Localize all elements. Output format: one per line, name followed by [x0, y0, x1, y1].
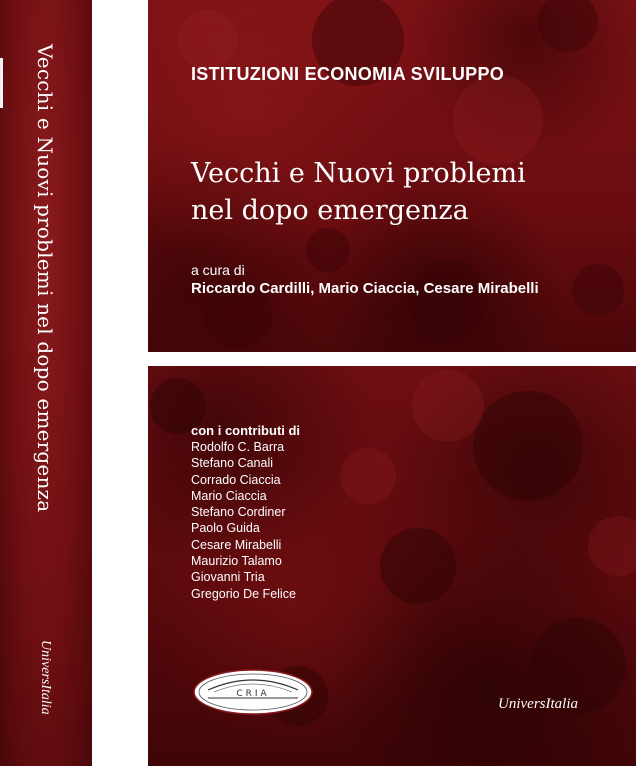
contributor-name: Rodolfo C. Barra	[191, 440, 285, 454]
book-title-line-1: Vecchi e Nuovi problemi	[191, 158, 526, 189]
spine-edge-highlight	[0, 58, 3, 108]
cria-logo	[192, 668, 314, 716]
contributor-name: Maurizio Talamo	[191, 554, 282, 569]
book-title-line-2: nel dopo emergenza	[191, 195, 469, 226]
editors: Riccardo Cardilli, Mario Ciaccia, Cesare Mirabelli	[191, 280, 539, 297]
publisher-name: UniversItalia	[498, 696, 578, 712]
contributor-name: Stefano Cordiner	[191, 505, 286, 520]
front-cover-bottom-panel	[148, 366, 636, 766]
contributors-heading: con i contributi di	[191, 423, 301, 438]
spine-publisher: UniversItalia	[38, 640, 53, 715]
contributor-name: Giovanni Tria	[191, 570, 265, 585]
book-title	[191, 155, 526, 229]
contributor-name: Paolo Guida	[191, 521, 260, 536]
book-spine	[0, 0, 92, 766]
contributor-name: Gregorio De Felice	[191, 586, 296, 601]
spine-title: Vecchi e Nuovi problemi nel dopo emergenza	[33, 44, 57, 513]
contributor-name: Corrado Ciaccia	[191, 472, 281, 487]
front-cover-top-panel	[148, 0, 636, 352]
editor-label: a cura di	[191, 262, 245, 278]
series-title: ISTITUZIONI ECONOMIA SVILUPPO	[191, 64, 505, 84]
contributor-name: Mario Ciaccia	[191, 488, 267, 503]
contributor-name: Cesare Mirabelli	[191, 537, 282, 552]
contributors-list	[191, 439, 300, 602]
contributors-block	[191, 422, 300, 602]
contributor-name: Stefano Canali	[191, 456, 274, 471]
cria-logo-text: CRIA	[236, 689, 270, 699]
